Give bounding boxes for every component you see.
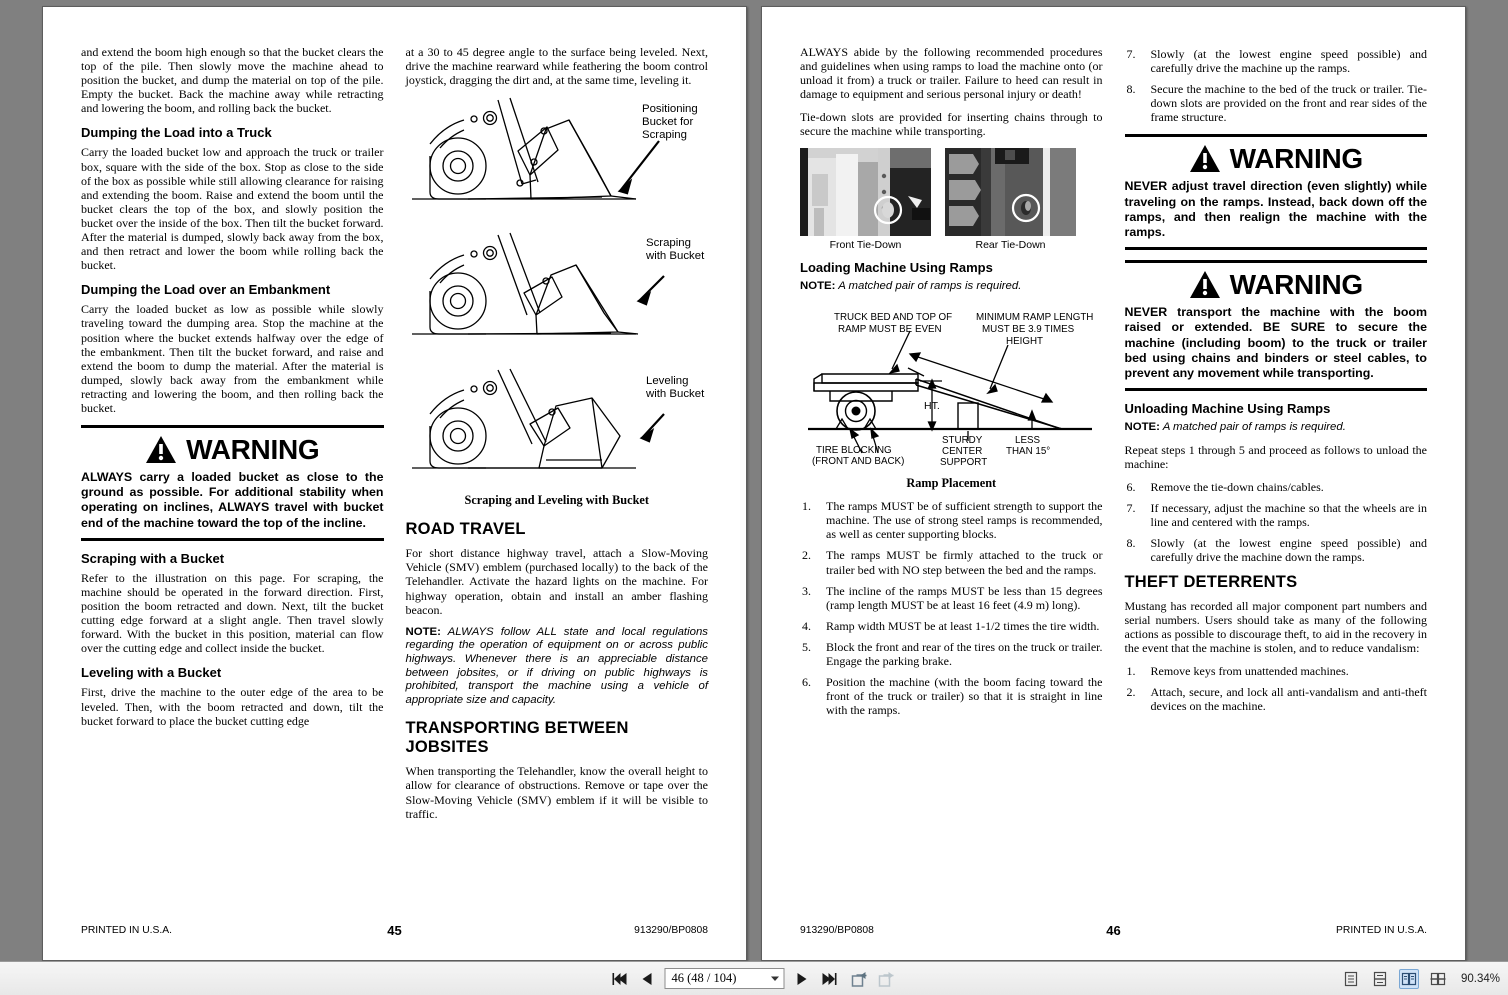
diagram-label-less-than-line2: THAN 15° — [1006, 446, 1051, 458]
list-text: If necessary, adjust the machine so that the wheels are in line and centered with the ramps. — [1150, 501, 1427, 530]
photo-rear-tie-down — [945, 148, 1076, 236]
photo-caption-rear-tie-down: Rear Tie-Down — [975, 238, 1046, 251]
list-text: Ramp width MUST be at least 1-1/2 times the tire width. — [826, 618, 1100, 633]
figure-scraping-leveling — [406, 96, 709, 488]
unloading-steps-list — [1125, 480, 1428, 564]
previous-page-button[interactable] — [638, 969, 658, 989]
warning-text: NEVER transport the machine with the boom raised or extended. BE SURE to secure the machine (including boom) to the truck or trailer bed using chains and binders or steel cables, to prevent any movement while transporting. — [1124, 305, 1427, 381]
paragraph: Mustang has recorded all major component part numbers and serial numbers. Users should take as many of the following actions as possible to discourage theft, to aid in the recovery in the event that the machine is stolen, and to reduce vandalism: — [1124, 598, 1427, 655]
previous-page-icon — [641, 972, 655, 986]
diagram-label-ht: HT. — [924, 400, 940, 413]
list-text: Slowly (at the lowest engine speed possible) and carefully drive the machine up the ramps. — [1150, 47, 1427, 76]
note-loading-ramps — [800, 280, 1103, 294]
view-continuous-button[interactable] — [1370, 969, 1390, 989]
list-text: Position the machine (with the boom facing toward the front of the truck or trailer) so that it is straight in line with the ramps. — [826, 675, 1103, 718]
list-item — [800, 548, 1103, 576]
note-text: A matched pair of ramps is required. — [1162, 421, 1346, 434]
left-page-column-1 — [81, 45, 384, 900]
footer-doc-code: 913290/BP0808 — [800, 925, 874, 936]
paragraph: ALWAYS abide by the following recommended procedures and guidelines when using ramps to load the machine onto (or unload it from) a truck or trailer. Failure to heed can result in damage to equipment and serious personal injury or death! — [800, 45, 1103, 102]
list-number: 4. — [802, 618, 811, 633]
note-label: NOTE: — [800, 279, 836, 292]
warning-box-travel-direction — [1125, 134, 1428, 250]
view-two-up-button[interactable] — [1399, 969, 1419, 989]
diagram-label-min-ramp-line3: HEIGHT — [1006, 336, 1044, 348]
next-view-button[interactable] — [878, 969, 898, 989]
right-page-column-2 — [1125, 45, 1428, 900]
document-page-left — [42, 6, 747, 961]
note-label: NOTE: — [1124, 421, 1160, 434]
toolbar-view-group — [1341, 969, 1500, 989]
list-item — [800, 640, 1103, 668]
list-item — [1125, 501, 1428, 529]
single-page-icon — [1343, 971, 1359, 987]
last-page-icon — [821, 972, 837, 986]
figure-label-scraping-line1: Scraping — [645, 237, 691, 250]
paragraph: Repeat steps 1 through 5 and proceed as follows to unload the machine: — [1124, 442, 1427, 471]
note-text: A matched pair of ramps is required. — [838, 279, 1022, 292]
figure-caption-scraping-leveling: Scraping and Leveling with Bucket — [464, 493, 649, 508]
list-number: 1. — [1126, 663, 1136, 678]
paragraph: When transporting the Telehandler, know the overall height to allow for clearance of obstructions. Remove or tape over the Slow-Moving Vehicle (SMV) emblem if it will be visible to traffic. — [405, 764, 708, 821]
list-number: 2. — [802, 548, 811, 563]
photo-rear-tie-down-wrap — [945, 148, 1076, 251]
list-item — [800, 499, 1103, 541]
footer-page-number: 45 — [387, 923, 402, 938]
right-page-column-1 — [800, 45, 1103, 900]
list-item — [800, 619, 1103, 633]
two-page-icon — [1401, 971, 1417, 987]
list-number: 6. — [802, 675, 811, 690]
list-number: 8. — [1126, 82, 1136, 97]
heading-dumping-over-embankment: Dumping the Load over an Embankment — [81, 282, 331, 298]
warning-label: WARNING — [1229, 142, 1363, 174]
first-page-icon — [613, 972, 629, 986]
diagram-label-truck-bed-line1: TRUCK BED AND TOP OF — [834, 312, 953, 324]
heading-transporting-between-jobsites: TRANSPORTING BETWEEN JOBSITES — [405, 719, 629, 757]
toolbar-navigation-group — [611, 968, 898, 989]
list-text: The ramps MUST be firmly attached to the truck or trailer bed with NO step between the bed and the ramps. — [826, 548, 1103, 577]
warning-header — [81, 428, 384, 468]
loading-steps-list — [800, 499, 1103, 717]
footer-doc-code: 913290/BP0808 — [634, 925, 708, 936]
list-number: 1. — [802, 499, 811, 514]
chevron-down-icon[interactable] — [771, 975, 780, 982]
list-number: 3. — [802, 583, 811, 598]
two-page-scroll-icon — [1430, 971, 1446, 987]
note-unloading-ramps — [1125, 421, 1428, 435]
warning-box — [81, 425, 384, 541]
warning-triangle-icon — [1189, 144, 1221, 173]
list-item — [800, 675, 1103, 717]
list-text: The ramps MUST be of sufficient strength to support the machine. The use of strong steel ramps is recommended, as well as center supporting blocks. — [826, 499, 1103, 542]
divider — [1125, 388, 1428, 391]
list-item — [1125, 685, 1428, 713]
warning-text: ALWAYS carry a loaded bucket as close to the ground as possible. For additional stability when operating on inclines, ALWAYS travel with bucket end of the machine toward the top of the incline. — [81, 470, 384, 530]
zoom-level-label: 90.34% — [1460, 972, 1500, 985]
page-number-value: 46 (48 / 104) — [671, 971, 737, 985]
list-text: Remove keys from unattended machines. — [1150, 663, 1349, 678]
last-page-button[interactable] — [819, 969, 839, 989]
list-item — [1125, 82, 1428, 124]
figure-label-positioning-line2: Bucket for — [641, 116, 693, 129]
heading-scraping-with-bucket: Scraping with a Bucket — [81, 550, 225, 566]
figure-label-leveling-line2: with Bucket — [645, 388, 704, 401]
heading-loading-machine-using-ramps: Loading Machine Using Ramps — [800, 259, 993, 275]
list-text: Attach, secure, and lock all anti-vandalism and anti-theft devices on the machine. — [1150, 685, 1427, 714]
diagram-label-truck-bed-line2: RAMP MUST BE EVEN — [838, 324, 942, 336]
note-label: NOTE: — [405, 625, 441, 638]
list-number: 5. — [802, 639, 811, 654]
figure-ramp-placement — [800, 301, 1103, 466]
note-road-travel — [406, 626, 709, 708]
paragraph: at a 30 to 45 degree angle to the surface being leveled. Next, drive the machine rearward while feathering the boom control joystick, dragging the dirt and, at the same time, leveling it. — [405, 45, 708, 88]
warning-box-transport-boom — [1125, 260, 1428, 391]
paragraph: and extend the boom high enough so that the bucket clears the top of the pile. Then slowly move the machine ahead to position the bucket, and dump the material on top of the pile. Empty the bucket. Back the machine away while retracting and lowering the boom, and rolling back the bucket. — [81, 45, 384, 116]
warning-label: WARNING — [186, 433, 320, 465]
loading-steps-continued-list — [1125, 47, 1428, 124]
divider — [81, 538, 384, 541]
list-text: Remove the tie-down chains/cables. — [1150, 480, 1324, 495]
list-item — [1125, 664, 1428, 678]
heading-dumping-into-truck: Dumping the Load into a Truck — [81, 125, 272, 141]
footer-printed-in: PRINTED IN U.S.A. — [1336, 925, 1427, 936]
heading-road-travel: ROAD TRAVEL — [405, 520, 526, 539]
first-page-button[interactable] — [611, 969, 631, 989]
diagram-label-sturdy-line3: SUPPORT — [940, 457, 988, 467]
list-item — [1125, 536, 1428, 564]
photo-front-tie-down-wrap — [800, 148, 931, 251]
left-page-footer — [81, 923, 708, 938]
next-page-button[interactable] — [792, 969, 812, 989]
figure-label-leveling-line1: Leveling — [645, 375, 688, 388]
photo-caption-front-tie-down: Front Tie-Down — [829, 238, 902, 251]
warning-text: NEVER adjust travel direction (even slightly) while traveling on the ramps. Instead, back down off the ramps, and then realign the machine with the ramps. — [1124, 179, 1427, 240]
list-item — [1125, 480, 1428, 494]
warning-header — [1125, 263, 1428, 303]
diagram-label-sturdy-line2: CENTER — [942, 446, 983, 458]
list-text: Block the front and rear of the tires on the truck or trailer. Engage the parking brake. — [826, 639, 1103, 668]
paragraph: For short distance highway travel, attach a Slow-Moving Vehicle (SMV) emblem (purchased locally) to the back of the Telehandler. Activate the hazard lights on the machine. For highway operation, obtain and install an amber flashing beacon. — [405, 546, 708, 617]
pdf-toolbar — [0, 961, 1508, 995]
heading-theft-deterrents: THEFT DETERRENTS — [1124, 572, 1298, 591]
list-number: 2. — [1126, 685, 1136, 700]
figure-caption-ramp-placement: Ramp Placement — [906, 476, 997, 491]
figure-label-scraping-line2: with Bucket — [645, 250, 704, 263]
list-number: 6. — [1126, 480, 1136, 495]
list-text: Secure the machine to the bed of the truck or trailer. Tie-down slots are provided on the front and rear sides of the frame structure. — [1150, 82, 1427, 125]
list-text: The incline of the ramps MUST be less than 15 degrees (ramp length MUST be at least 16 feet (4.9 m) long). — [826, 583, 1103, 612]
right-page-footer — [800, 923, 1427, 938]
figure-label-positioning-line3: Scraping — [641, 129, 687, 142]
previous-view-button[interactable] — [851, 969, 871, 989]
next-page-icon — [795, 972, 809, 986]
photo-front-tie-down — [800, 148, 931, 236]
figure-label-positioning-line1: Positioning — [641, 103, 698, 116]
document-page-right — [761, 6, 1466, 961]
paragraph: First, drive the machine to the outer edge of the area to be leveled. Then, with the boom retracted and down, tilt the bucket forward to place the bucket cutting edge — [81, 685, 384, 728]
heading-leveling-with-bucket: Leveling with a Bucket — [81, 665, 222, 681]
list-number: 7. — [1126, 501, 1136, 516]
paragraph: Carry the loaded bucket low and approach the truck or trailer box, square with the side of the box. Stop as close to the side of the box as possible while still allowing clearance for raising and extending the boom. Raise and extend the boom until the bucket clears the top of the box, and slowly position the bucket over the inside of the box. Then tilt the bucket forward. After the material is dumped, slowly back away from the box, and then retract and lower the boom while rolling back the bucket. — [81, 145, 384, 273]
warning-header — [1125, 137, 1428, 177]
view-two-up-continuous-button[interactable] — [1428, 969, 1448, 989]
list-number: 7. — [1126, 47, 1136, 61]
diagram-label-min-ramp-line2: MUST BE 3.9 TIMES — [982, 324, 1075, 336]
list-item — [1125, 47, 1428, 75]
note-text: ALWAYS follow ALL state and local regulations regarding the operation of equipment on or across public highways. Whenever there is an appreciable distance between jobsites, or if driving on public highways is prohibited, transport the machine using a vehicle of appropriate size and capacity. — [405, 625, 708, 706]
left-page-column-2 — [406, 45, 709, 900]
warning-triangle-icon — [1189, 270, 1221, 299]
list-item — [800, 584, 1103, 612]
heading-unloading-machine-using-ramps: Unloading Machine Using Ramps — [1124, 401, 1331, 417]
diagram-label-min-ramp-line1: MINIMUM RAMP LENGTH — [976, 312, 1094, 324]
next-view-icon — [879, 971, 897, 987]
list-number: 8. — [1126, 536, 1136, 551]
page-number-combobox[interactable] — [665, 968, 785, 989]
photo-row-tie-downs — [800, 148, 1103, 251]
theft-deterrent-list — [1125, 664, 1428, 713]
list-text: Slowly (at the lowest engine speed possible) and carefully drive the machine down the ramps. — [1150, 536, 1427, 565]
divider — [1125, 247, 1428, 250]
diagram-label-sturdy-line1: STURDY — [942, 435, 983, 447]
view-single-page-button[interactable] — [1341, 969, 1361, 989]
diagram-label-tire-blocking-line1: TIRE BLOCKING — [816, 445, 892, 457]
previous-view-icon — [852, 971, 870, 987]
paragraph: Refer to the illustration on this page. For scraping, the machine should be operated in the forward direction. First, position the boom retracted and down. Next, tilt the bucket cutting edge forward at a slight angle. Then travel slowly forward. With the bucket in this position, material can flow over the cutting edge and collect inside the bucket. — [81, 570, 384, 656]
continuous-scroll-icon — [1372, 971, 1388, 987]
warning-label: WARNING — [1229, 268, 1363, 300]
diagram-label-tire-blocking-line2: (FRONT AND BACK) — [812, 456, 905, 467]
footer-page-number: 46 — [1106, 923, 1121, 938]
warning-triangle-icon — [145, 435, 177, 464]
diagram-label-less-than-line1: LESS — [1015, 435, 1041, 447]
paragraph: Carry the loaded bucket as low as possible while slowly traveling toward the dumping area. Stop the machine at the position where the bucket extends halfway over the edge of the embankment. Then tilt the bucket forward, and raise and extend the boom to dump the material. After the material is dumped, slowly back away from the embankment while retracting and lowering the boom, and then rolling back the bucket. — [81, 302, 384, 415]
footer-printed-in: PRINTED IN U.S.A. — [81, 925, 172, 936]
paragraph: Tie-down slots are provided for inserting chains through to secure the machine while transporting. — [800, 110, 1103, 139]
